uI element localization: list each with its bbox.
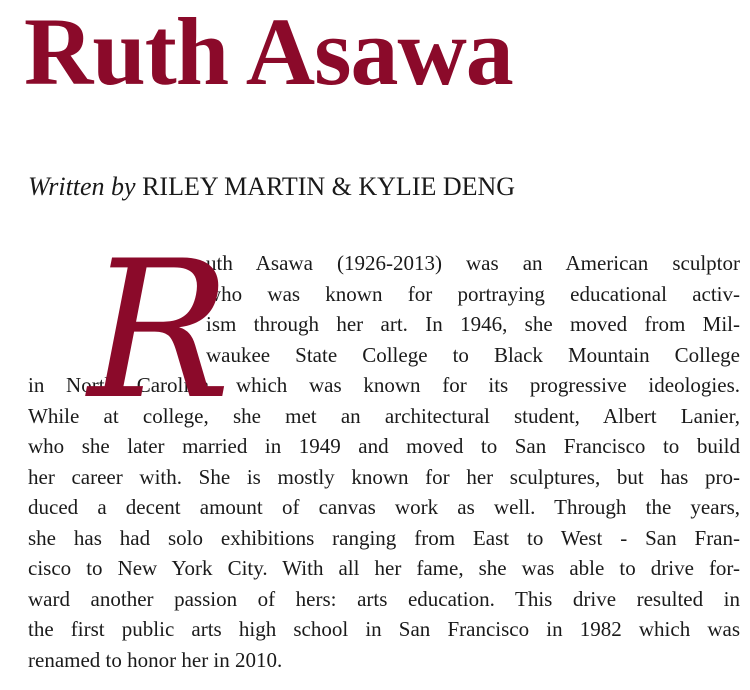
text-line: uth Asawa (1926-2013) was an American sculptor (206, 251, 740, 275)
article-title: Ruth Asawa (24, 0, 513, 105)
text-line: renamed to honor her in 2010. (28, 647, 283, 672)
text-line: who was known for portraying educational activ- (206, 281, 740, 306)
text-line: ism through her art. In 1946, she moved from Mil- (206, 312, 740, 336)
text-line: the first public arts high school in San Francisco in 1982 which was (28, 617, 740, 641)
text-line: cisco to New York City. With all her fame, she was able to drive for- (28, 556, 740, 580)
article-body (28, 220, 740, 688)
text-line: duced a decent amount of canvas work as well. Through the years, (28, 495, 740, 519)
text-line: waukee State College to Black Mountain College (206, 342, 740, 367)
byline-prefix: Written by (28, 172, 136, 201)
text-line: ward another passion of hers: arts education. This drive resulted in (28, 586, 740, 611)
text-line: who she later married in 1949 and moved to San Francisco to build (28, 434, 740, 458)
byline-authors: RILEY MARTIN & KYLIE DENG (142, 172, 516, 201)
text-line: While at college, she met an architectural student, Albert Lanier, (28, 403, 740, 428)
byline (28, 174, 515, 200)
drop-cap: R (88, 220, 232, 441)
text-line: her career with. She is mostly known for her sculptures, but has pro- (28, 464, 740, 489)
text-line: she has had solo exhibitions ranging from East to West - San Fran- (28, 525, 740, 550)
text-line: in North Carolina, which was known for its progressive ideologies. (28, 373, 740, 397)
